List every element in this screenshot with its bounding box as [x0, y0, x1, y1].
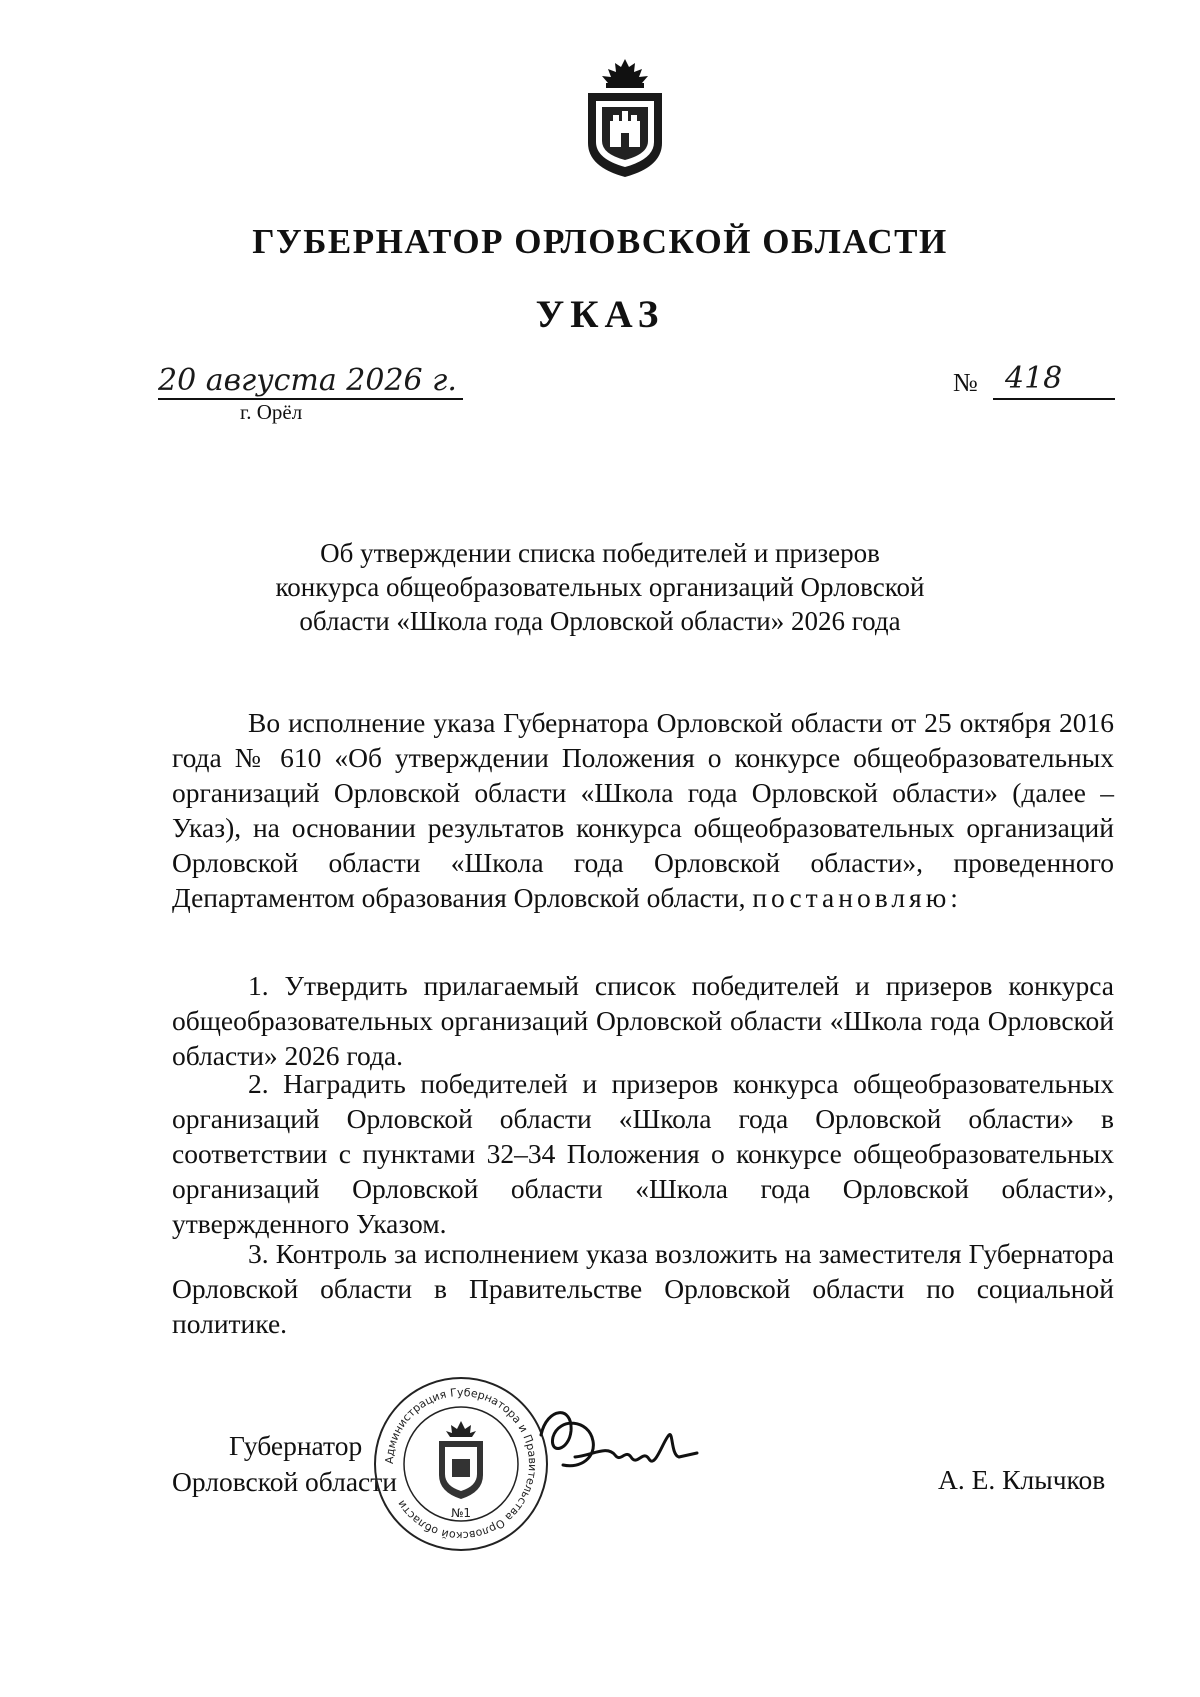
document-date-handwritten: 20 августа 2026 г. [158, 362, 463, 400]
signatory-position-line: Губернатор [229, 1430, 363, 1461]
document-type-heading: УКАЗ [535, 293, 665, 336]
seal-number: №1 [450, 1506, 472, 1520]
document-number-handwritten: 418 [993, 360, 1115, 400]
handwritten-signature-icon [535, 1395, 705, 1485]
clause-3: 3. Контроль за исполнением указа возложить на заместителя Губернатора Орловской области в Правительстве Орловской области по социальной политике. [172, 1238, 1114, 1339]
signatory-position-line: Орловской области [172, 1466, 397, 1497]
subject-line: Об утверждении списка победителей и призеров [320, 538, 880, 568]
preamble-paragraph [172, 705, 1114, 915]
organization-title: ГУБЕРНАТОР ОРЛОВСКОЙ ОБЛАСТИ [252, 222, 948, 261]
clause-2: 2. Наградить победителей и призеров конкурса общеобразовательных организаций Орловской области «Школа года Орловской области» в соответствии с пунктами 32–34 Положения о конкурсе общеобразовательных организаций Орловской области «Школа года Орловской области», утвержденного Указом. [172, 1068, 1114, 1239]
signatory-position [172, 1428, 397, 1500]
subject-line: конкурса общеобразовательных организаций Орловской [275, 572, 925, 602]
signatory-name: А. Е. Клычков [938, 1464, 1106, 1495]
seal-ring-text: Администрация Губернатора и Правительства Орловской области [382, 1385, 540, 1543]
clause-1: 1. Утвердить прилагаемый список победителей и призеров конкурса общеобразовательных организаций Орловской области «Школа года Орловской области» 2026 года. [172, 970, 1114, 1071]
number-sign: № [953, 368, 978, 397]
subject-line: области «Школа года Орловской области» 2026 года [299, 606, 901, 636]
document-city: г. Орёл [240, 400, 303, 424]
decree-word: постановляю: [752, 882, 962, 913]
coat-of-arms-icon [582, 55, 668, 180]
official-seal-icon [372, 1375, 550, 1553]
document-subject [240, 536, 960, 638]
preamble-text: Во исполнение указа Губернатора Орловской области от 25 октября 2016 года № 610 «Об утверждении Положения о конкурсе общеобразовательных организаций Орловской области «Школа года Орловской области» (далее – Указ), на основании результатов конкурса общеобразовательных организаций Орловской области «Школа года Орловской области», проведенного Департаментом образования Орловской области, [172, 707, 1114, 913]
